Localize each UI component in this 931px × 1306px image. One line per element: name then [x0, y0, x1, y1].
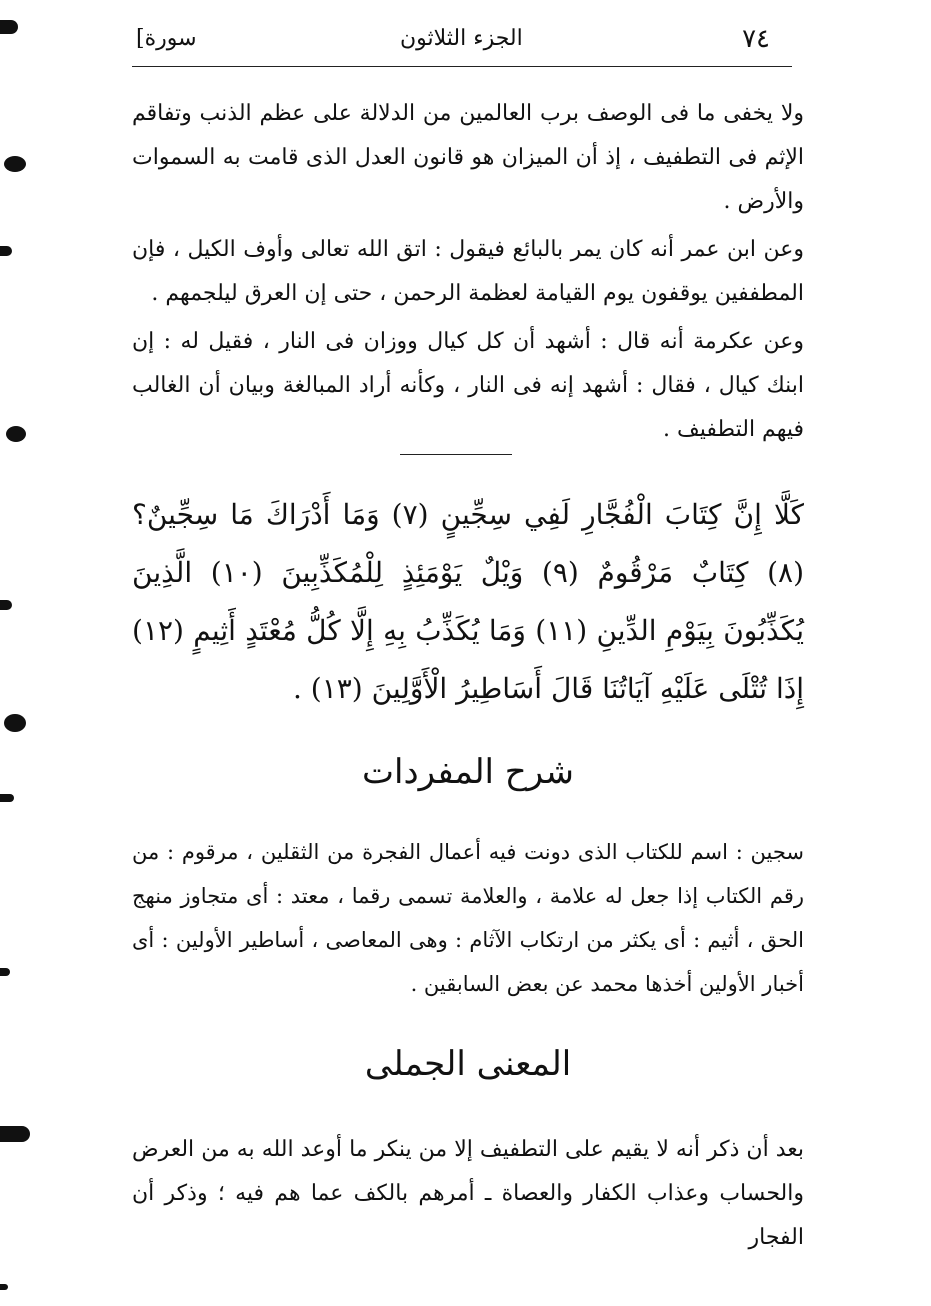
scan-mark — [4, 714, 26, 732]
vocab-text: سجين : اسم للكتاب الذى دونت فيه أعمال الفجرة من الثقلين ، مرقوم : من رقم الكتاب إذا جعل له علامة ، والعلامة تسمى رقما ، معتد : أى متجاوز منهج الحق ، أثيم : أى يكثر من ارتكاب الآثام : وهى المعاصى ، أساطير الأولين : أى أخبار الأولين أخذها محمد عن بعض السابقين . — [132, 840, 804, 996]
intro-section — [132, 92, 804, 456]
section-divider — [400, 454, 512, 455]
intro-paragraph: ولا يخفى ما فى الوصف برب العالمين من الدلالة على عظم الذنب وتفاقم الإثم فى التطفيف ، إذ أن الميزان هو قانون العدل الذى قامت به السموات والأرض . — [132, 101, 804, 214]
intro-paragraph: وعن ابن عمر أنه كان يمر بالبائع فيقول : اتق الله تعالى وأوف الكيل ، فإن المطففين يوقفون يوم القيامة لعظمة الرحمن ، حتى إن العرق ليلجمهم . — [132, 237, 804, 306]
surah-label: [سورة — [136, 26, 197, 51]
scan-mark — [0, 246, 12, 256]
scan-mark — [0, 968, 10, 976]
quran-verses: كَلَّا إِنَّ كِتَابَ الْفُجَّارِ لَفِي سِجِّينٍ (٧) وَمَا أَدْرَاكَ مَا سِجِّينٌ؟ (٨) كِتَابٌ مَرْقُومٌ (٩) وَيْلٌ يَوْمَئِذٍ لِلْمُكَذِّبِينَ (١٠) الَّذِينَ يُكَذِّبُونَ بِيَوْمِ الدِّينِ (١١) وَمَا يُكَذِّبُ بِهِ إِلَّا كُلُّ مُعْتَدٍ أَثِيمٍ (١٢) إِذَا تُتْلَى عَلَيْهِ آيَاتُنَا قَالَ أَسَاطِيرُ الْأَوَّلِينَ (١٣) . — [132, 498, 804, 705]
scan-mark — [4, 156, 26, 172]
page-number: ٧٤ — [742, 24, 770, 54]
vocab-heading: شرح المفردات — [361, 752, 575, 792]
scan-mark — [0, 1284, 8, 1290]
running-title: الجزء الثلاثون — [400, 26, 523, 51]
scan-mark — [0, 1126, 30, 1142]
page-header — [130, 18, 790, 62]
scan-mark — [6, 426, 26, 442]
meaning-heading: المعنى الجملى — [364, 1044, 572, 1084]
scan-mark — [0, 20, 18, 34]
intro-paragraph: وعن عكرمة أنه قال : أشهد أن كل كيال ووزان فى النار ، فقيل له : إن ابنك كيال ، فقال : أشهد إنه فى النار ، وكأنه أراد المبالغة وبيان أن الغالب فيهم التطفيف . — [132, 329, 804, 442]
meaning-text: بعد أن ذكر أنه لا يقيم على التطفيف إلا من ينكر ما أوعد الله به من العرض والحساب وعذاب الكفار والعصاة ـ أمرهم بالكف عما هم فيه ؛ وذكر أن الفجار — [132, 1137, 804, 1250]
scan-mark — [0, 794, 14, 802]
header-rule — [132, 66, 792, 67]
scan-mark — [0, 600, 12, 610]
